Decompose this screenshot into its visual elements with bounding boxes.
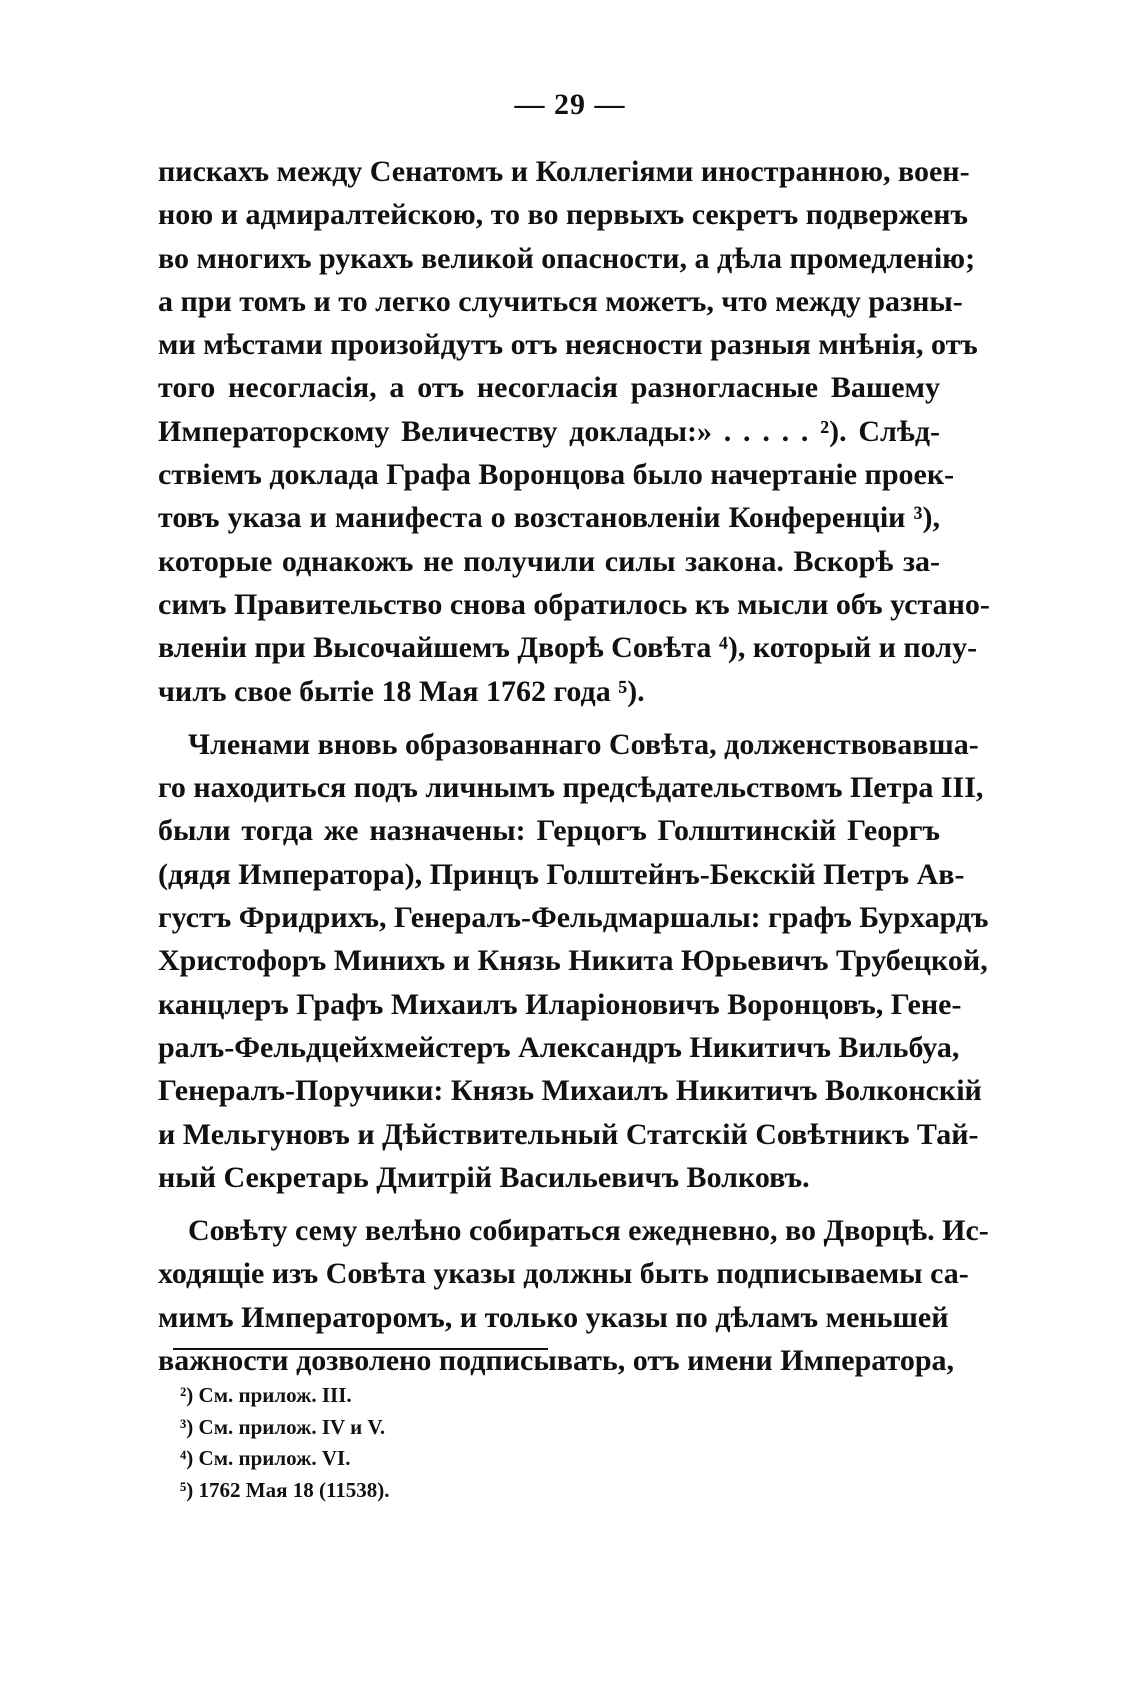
- text-line: важности дозволено подписывать, отъ имени Императора,: [158, 1344, 955, 1378]
- text-line: Генералъ-Поручики: Князь Михаилъ Никитичъ Волконскiй: [158, 1074, 982, 1108]
- text-line: ный Секретарь Дмитрiй Васильевичъ Волковъ.: [158, 1160, 810, 1194]
- text-line: Совѣту сему велѣно собираться ежедневно, во Дворцѣ. Ис-: [188, 1214, 989, 1248]
- paragraph-3: [158, 1209, 989, 1382]
- body-text: [158, 150, 990, 1392]
- footnote-divider: [173, 1348, 548, 1350]
- footnotes: [180, 1380, 780, 1506]
- footnote-2: ²) См. прилож. III.: [180, 1383, 352, 1407]
- footnote-4: ⁴) См. прилож. VI.: [180, 1446, 351, 1470]
- text-line: и Мельгуновъ и Дѣйствительный Статскiй Совѣтникъ Тай-: [158, 1117, 979, 1151]
- text-line: которые однакожъ не получили силы закона. Вскорѣ за-: [158, 544, 940, 578]
- text-line: симъ Правительство снова обратилось къ мысли объ устано-: [158, 587, 990, 621]
- paragraph-2: [158, 723, 989, 1199]
- page-number: — 29 —: [514, 88, 626, 121]
- text-line: густъ Фридрихъ, Генералъ-Фельдмаршалы: графъ Бурхардъ: [158, 901, 989, 935]
- text-line: канцлеръ Графъ Михаилъ Иларiоновичъ Воронцовъ, Гене-: [158, 987, 962, 1021]
- text-line: а при томъ и то легко случиться можетъ, что между разны-: [158, 284, 963, 318]
- text-line: Императорскому Величеству доклады:» . . . . . ²). Слѣд-: [158, 414, 940, 448]
- text-line: го находиться подъ личнымъ предсѣдательствомъ Петра III,: [158, 771, 984, 805]
- footnote-3: ³) См. прилож. IV и V.: [180, 1414, 386, 1439]
- text-line: ми мѣстами произойдутъ отъ неясности разныя мнѣнiя, отъ: [158, 328, 978, 362]
- text-line: ствiемъ доклада Графа Воронцова было начертанiе проек-: [158, 458, 955, 492]
- text-line: Христофоръ Минихъ и Князь Никита Юрьевичъ Трубецкой,: [158, 944, 988, 978]
- footnote-5: ⁵) 1762 Мая 18 (11538).: [180, 1477, 390, 1502]
- text-line: во многихъ рукахъ великой опасности, а дѣла промедленiю;: [158, 241, 976, 275]
- text-line: ралъ-Фельдцейхмейстеръ Александръ Никитичъ Вильбуа,: [158, 1030, 960, 1064]
- text-line: были тогда же назначены: Герцогъ Голштинскiй Георгъ: [158, 814, 940, 848]
- text-line: мимъ Императоромъ, и только указы по дѣламъ меньшей: [158, 1300, 949, 1334]
- text-line: (дядя Императора), Принцъ Голштейнъ-Бекскiй Петръ Ав-: [158, 857, 965, 891]
- paragraph-1: [158, 150, 990, 713]
- text-line: ною и адмиралтейскою, то во первыхъ секретъ подверженъ: [158, 198, 968, 232]
- text-line: чилъ свое бытiе 18 Мая 1762 года ⁵).: [158, 674, 645, 708]
- text-line: того несогласiя, а отъ несогласiя разногласные Вашему: [158, 371, 940, 405]
- text-line: товъ указа и манифеста о возстановленiи Конференцiи ³),: [158, 501, 940, 535]
- text-line: вленiи при Высочайшемъ Дворѣ Совѣта ⁴), который и полу-: [158, 631, 978, 665]
- text-line: ходящiе изъ Совѣта указы должны быть подписываемы са-: [158, 1257, 969, 1291]
- text-line: пискахъ между Сенатомъ и Коллегiями иностранною, воен-: [158, 155, 970, 188]
- text-line: Членами вновь образованнаго Совѣта, долженствовавша-: [188, 727, 979, 761]
